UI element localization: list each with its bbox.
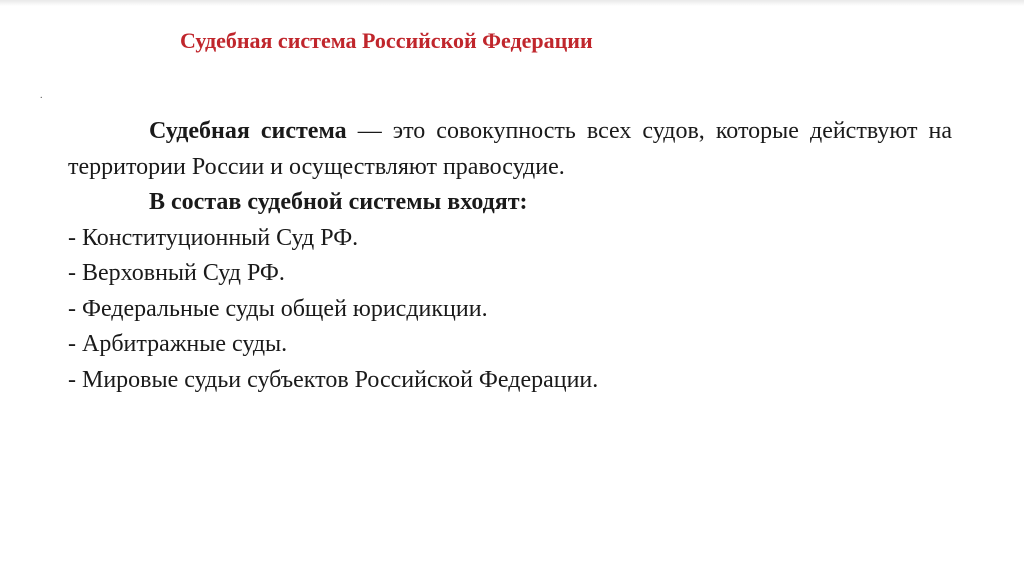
- slide-title: Судебная система Российской Федерации: [180, 28, 593, 53]
- stray-dot: .: [40, 90, 43, 101]
- court-list: [68, 221, 952, 399]
- definition-text: — это совокупность всех судов, которые действуют на территории России и осуществляют правосудие.: [68, 118, 952, 180]
- definition-term: Судебная система: [149, 118, 347, 144]
- composition-heading: В состав судебной системы входят:: [149, 189, 528, 215]
- list-item: - Федеральные суды общей юрисдикции.: [68, 295, 488, 322]
- list-item: - Арбитражные суды.: [68, 331, 288, 357]
- top-edge-shadow: [0, 0, 1024, 6]
- list-item: - Конституционный Суд РФ.: [68, 224, 359, 251]
- list-item: - Верховный Суд РФ.: [68, 260, 285, 286]
- list-item: - Мировые судьи субъектов Российской Федерации.: [68, 366, 599, 393]
- slide-content: [68, 114, 952, 398]
- definition-paragraph: [68, 114, 952, 185]
